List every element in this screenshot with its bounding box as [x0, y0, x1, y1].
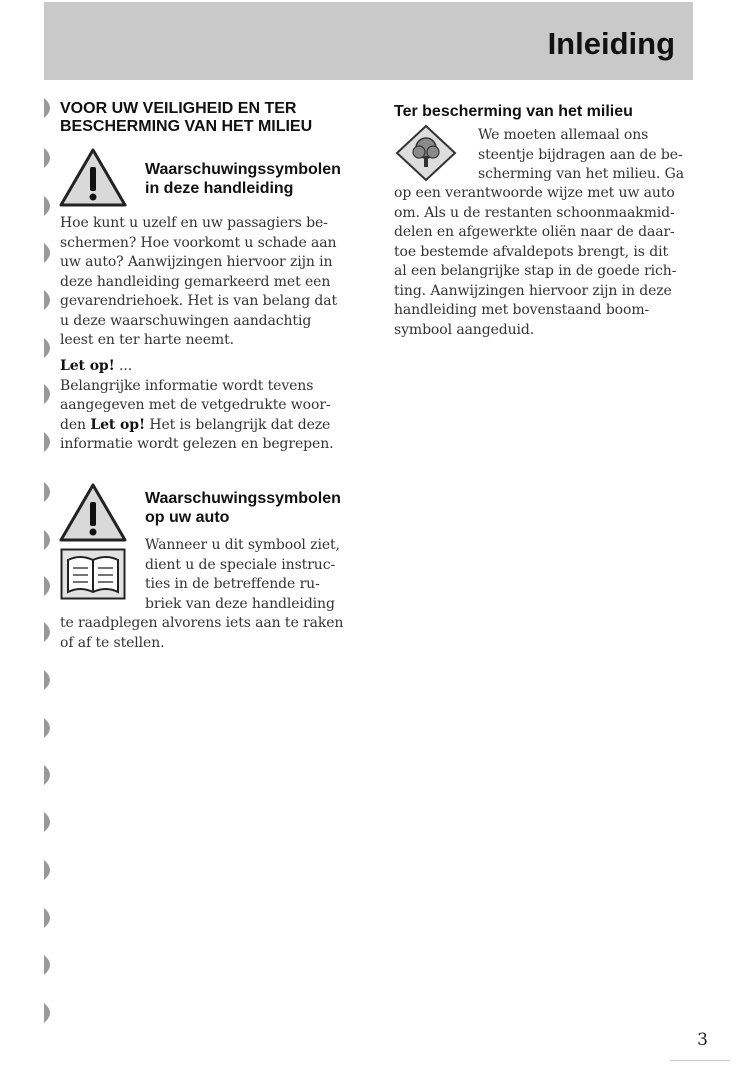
- margin-tab-mark: [44, 530, 56, 550]
- margin-tab-mark: [44, 196, 56, 216]
- section2-heading: Waarschuwingssymbolen op uw auto: [145, 490, 341, 526]
- margin-tab-mark: [44, 384, 56, 404]
- environment-paragraph-top: We moeten allemaal ons steentje bijdragen aan de be- scherming van het milieu. Ga: [478, 127, 684, 182]
- tree-diamond-icon: [394, 124, 458, 186]
- warning-triangle-icon: [58, 147, 128, 213]
- margin-tab-mark: [44, 243, 56, 263]
- environment-paragraph-bottom: op een verantwoorde wijze met uw auto om. Als u de restanten schoonmaakmid- delen en afgewerkte oliën naar de daar- toe bestemde afvaldepots brengt, is dit al een belangrijke stap in de goede rich- ting. Aanwijzingen hiervoor zijn in deze handleiding met bovenstaand boom- symbool aangeduid.: [394, 185, 677, 338]
- footer-rule: [670, 1060, 730, 1061]
- margin-tab-mark: [44, 812, 56, 832]
- margin-tab-mark: [44, 908, 56, 928]
- margin-tab-mark: [44, 482, 56, 502]
- environment-heading: Ter bescherming van het milieu: [394, 103, 633, 120]
- main-heading: VOOR UW VEILIGHEID EN TER BESCHERMING VAN HET MILIEU: [60, 100, 313, 135]
- section1-paragraph: Hoe kunt u uzelf en uw passagiers be- schermen? Hoe voorkomt u schade aan uw auto? Aanwijzingen hiervoor zijn in deze handleiding gemarkeerd met een gevarendriehoek. Het is van belang dat u deze waarschuwingen aandachtig leest en ter harte neemt.: [60, 215, 338, 348]
- open-book-icon: [60, 548, 126, 604]
- section1-heading: Waarschuwingssymbolen in deze handleiding: [145, 161, 341, 197]
- page-title: Inleiding: [547, 26, 675, 61]
- note-block: Let op! ... Belangrijke informatie wordt tevens aangegeven met de vetgedrukte woor- den Let op! Het is belangrijk dat deze informatie wordt gelezen en begrepen.: [60, 357, 380, 455]
- margin-tab-mark: [44, 290, 56, 310]
- margin-tab-mark: [44, 148, 56, 168]
- section2-paragraph-top: Wanneer u dit symbool ziet, dient u de speciale instruc- ties in de betreffende ru- briek van deze handleiding: [145, 537, 340, 612]
- margin-tab-mark: [44, 98, 56, 118]
- warning-triangle-icon: [58, 482, 128, 548]
- note-title: Let op! ...: [60, 358, 133, 374]
- margin-tab-mark: [44, 622, 56, 642]
- header-bar: [44, 2, 693, 80]
- margin-tab-mark: [44, 432, 56, 452]
- margin-tab-mark: [44, 860, 56, 880]
- margin-tab-mark: [44, 670, 56, 690]
- margin-tab-mark: [44, 718, 56, 738]
- margin-tab-mark: [44, 1003, 56, 1023]
- section2-paragraph-bottom: te raadplegen alvorens iets aan te raken of af te stellen.: [60, 615, 344, 651]
- note-line-3: den Let op! Het is belangrijk dat deze: [60, 416, 331, 433]
- margin-tab-mark: [44, 576, 56, 596]
- margin-tab-mark: [44, 955, 56, 975]
- page-number: 3: [697, 1030, 708, 1050]
- margin-tab-mark: [44, 338, 56, 358]
- margin-tab-mark: [44, 765, 56, 785]
